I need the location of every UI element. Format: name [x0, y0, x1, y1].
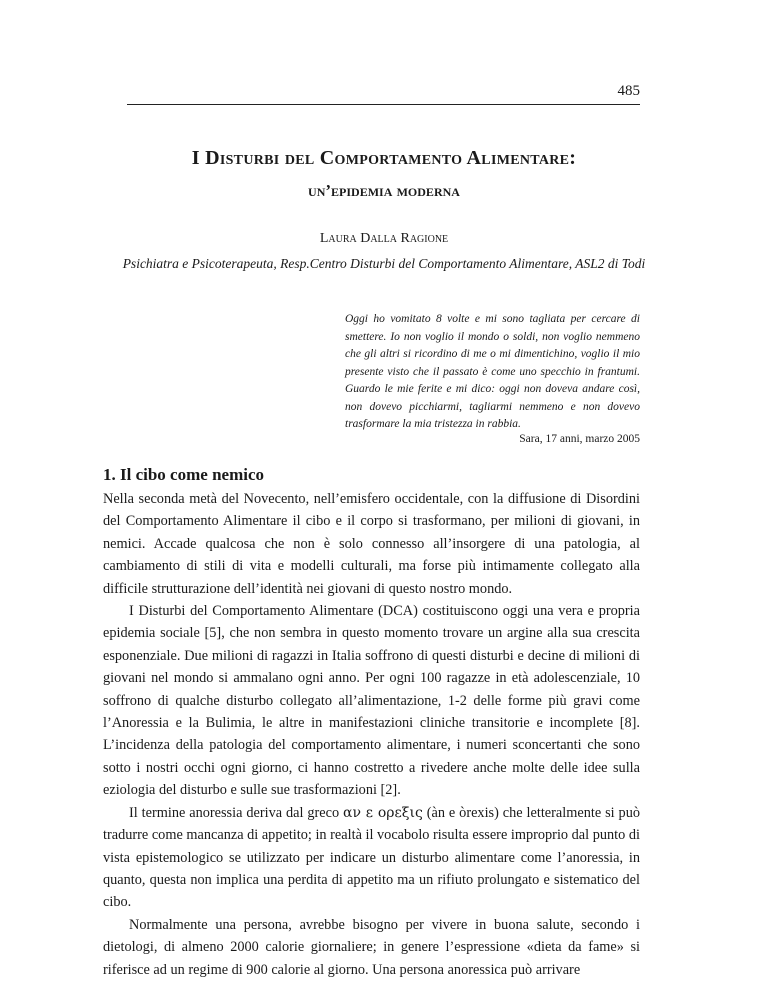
paragraph-3 [103, 802, 640, 914]
paragraph-3-start: Il termine anoressia deriva dal greco [129, 804, 344, 821]
greek-term: αν ε ορεξις [343, 804, 423, 821]
epigraph-quote: Oggi ho vomitato 8 volte e mi sono tagliata per cercare di smettere. Io non voglio il mondo o soldi, non voglio nemmeno che gli altri si ricordino di me o mi dimentichino, voglio il mio presente visto che il passato è come uno specchio in frantumi. Guardo le mie ferite e mi dico: oggi non doveva andare così, non dovevo picchiarmi, tagliarmi nemmeno e non dovevo trasformare la mia tristezza in rabbia. [345, 313, 640, 430]
body-text [103, 488, 640, 981]
epigraph-source: Sara, 17 anni, marzo 2005 [519, 433, 640, 445]
paragraph-4: Normalmente una persona, avrebbe bisogno per vivere in buona salute, secondo i dietologi, di almeno 2000 calorie giornaliere; in genere l’espressione «dieta da fame» si riferisce ad un regime di 900 calorie al giorno. Una persona anoressica può arrivare [103, 916, 640, 978]
author-name: Laura Dalla Ragione [319, 231, 449, 246]
article-subtitle: un’epidemia moderna [308, 181, 460, 200]
article-title: I Disturbi del Comportamento Alimentare: [191, 147, 577, 169]
author-affiliation: Psichiatra e Psicoterapeuta, Resp.Centro Disturbi del Comportamento Alimentare, ASL2 di Todi [122, 256, 646, 271]
page-number: 485 [617, 83, 640, 99]
section-heading: 1. Il cibo come nemico [103, 465, 264, 484]
paragraph-3-end: (àn e òrexis) che letteralmente si può tradurre come mancanza di appetito; in realtà il vocabolo risulta essere improprio dal punto di vista epistemologico se utilizzato per indicare un disturbo alimentare come l’anoressia, in quanto, questa non implica una perdita di appetito ma un rifiuto prolungato e sistematico del cibo. [103, 804, 640, 911]
paragraph-2: I Disturbi del Comportamento Alimentare (DCA) costituiscono oggi una vera e propria epidemia sociale [5], che non sembra in questo momento trovare un argine alla sua crescita esponenziale. Due milioni di ragazzi in Italia soffrono di questi disturbi e decine di milioni di giovani nel mondo si ammalano ogni anno. Per ogni 100 ragazze in età adolescenziale, 10 soffrono di qualche disturbo collegato all’alimentazione, 1-2 delle forme più gravi come l’Anoressia e la Bulimia, le altre in manifestazioni cliniche transitorie e incomplete [8]. L’incidenza della patologia del comportamento alimentare, i numeri sconcertanti che sono sotto i nostri occhi ogni giorno, ci hanno costretto a rivedere anche molte delle idee sulla eziologia del disturbo e sulle sue trasformazioni [2]. [103, 603, 640, 799]
paragraph-1: Nella seconda metà del Novecento, nell’emisfero occidentale, con la diffusione di Disordini del Comportamento Alimentare il cibo e il corpo si trasformano, per milioni di giovani, in nemici. Accade qualcosa che non è solo connesso all’insorgere di una patologia, al cambiamento di stili di vita e modelli culturali, ma forse più intimamente collegato alla difficile strutturazione dell’identità nei giovani di questo nostro mondo. [103, 491, 640, 597]
header-rule [127, 104, 640, 105]
